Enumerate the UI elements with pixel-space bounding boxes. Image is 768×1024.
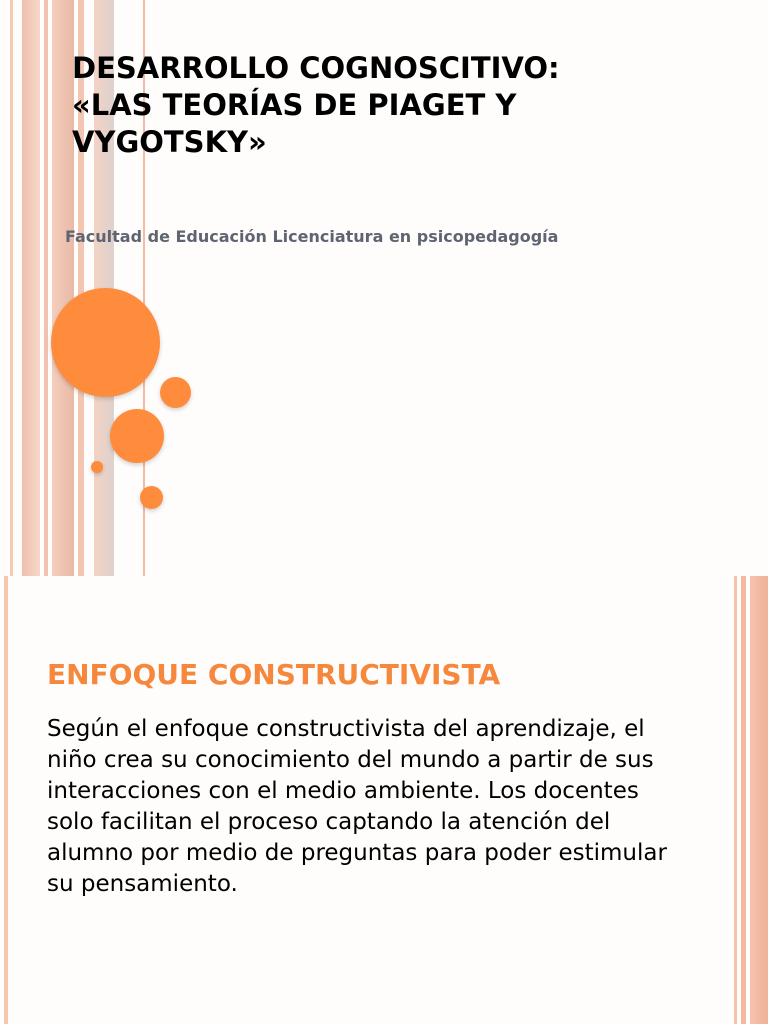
content-slide [0,576,768,1024]
decorative-stripe [734,576,737,1024]
decorative-circle-small [160,377,191,408]
decorative-stripe [52,0,74,576]
decorative-stripe [22,0,40,576]
decorative-stripe [750,576,768,1024]
decorative-stripe [10,0,13,576]
section-heading: ENFOQUE CONSTRUCTIVISTA [47,658,501,691]
body-paragraph: Según el enfoque constructivista del aprendizaje, el niño crea su conocimiento del mundo a partir de sus interacciones con el medio ambiente. Los docentes solo facilitan el proceso captando la atención del alumno por medio de preguntas para poder estimular su pensamiento. [47,716,667,897]
slide-title: DESARROLLO COGNOSCITIVO: «LAS TEORÍAS DE PIAGET Y VYGOTSKY» [72,51,560,159]
decorative-stripe [4,576,8,1024]
decorative-stripe [44,0,48,576]
decorative-circle-medium [110,409,164,463]
decorative-circle-tiny [91,461,103,473]
decorative-circle-small [140,486,163,509]
slide-subtitle: Facultad de Educación Licenciatura en psicopedagogía [65,227,559,246]
decorative-stripe [741,576,746,1024]
decorative-circle-large [51,288,160,397]
